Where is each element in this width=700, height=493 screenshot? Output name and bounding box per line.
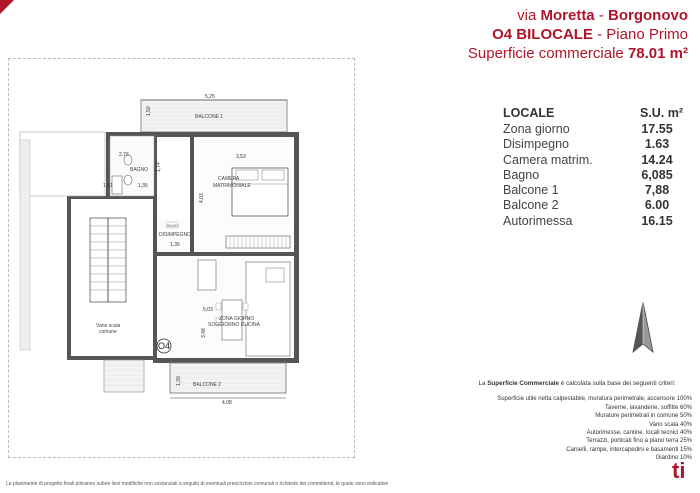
room-area: 6,085 [641,167,673,182]
col-room: LOCALE [503,106,555,120]
unit-code: O4 BILOCALE [492,26,593,43]
notes-line: Terrazzi, porticati fino a piano terra 25% [586,438,692,445]
address-town: Borgonovo [608,7,688,24]
brand-watermark: ti [672,458,686,483]
label-balcone-1: BALCONE 1 [195,114,224,120]
room-name: Balcone 2 [503,198,559,213]
disimpegno [157,218,191,252]
room-name: Disimpegno [503,137,570,152]
notes-line: Vano scala 40% [649,421,692,428]
notes-line: Giardino 10% [655,455,692,462]
dim-135a: 1,35 [138,183,148,189]
unit-sep: - [592,26,607,43]
vano-scala [71,199,153,356]
dim-348: 3,48 [201,328,207,338]
table-row [503,137,683,152]
dim-141: 1,41 [103,183,113,189]
notes-line: Murature perimetrali in comune 50% [595,413,692,420]
table-row [503,153,683,168]
address-street: Moretta [540,7,595,24]
room-area: 14.24 [641,152,673,167]
footer-disclaimer: Le planimetrie di progetto finali potranno subire lievi modifiche non sostanziali a seguito di eventuali prescrizioni comunali o richieste dei committenti, le quote sono indicative [6,481,389,487]
label-disimpegno: DISIMPEGNO [159,232,191,238]
dim-130: 1,30 [176,376,182,386]
unit-line [468,25,688,44]
room-name: Camera matrim. [503,152,593,167]
col-area: S.U. m² [639,106,683,120]
unit-floor: Piano Primo [606,26,688,43]
address-line [468,6,688,25]
notes-line: Taverne, lavanderie, soffitte 60% [605,404,692,411]
surface-notes [462,380,692,463]
surface-line [468,44,688,63]
table-row [503,183,683,198]
door-size-1: 80x210 [167,224,179,228]
table-row [503,198,683,213]
label-vano-scala-2: comune [99,329,117,335]
room-area: 1.63 [644,137,670,152]
dim-276: 2,76 [119,152,129,158]
balcone-2 [170,363,286,406]
room-area: 16.15 [641,213,673,228]
brand-corner-logo [0,0,14,14]
table-row [503,168,683,183]
dim-408: 4,08 [222,400,232,406]
room-name: Zona giorno [503,122,570,136]
room-name: Autorimessa [503,213,573,228]
notes-intro-post: è calcolata sulla base dei seguenti criteri: [558,380,676,387]
north-arrow-icon [628,300,658,360]
dim-503: 5,03 [203,307,213,313]
surface-label: Superficie commerciale [467,45,628,62]
notes-intro-pre: La [478,380,488,387]
dim-150-top: 1,50 [146,106,152,116]
label-balcone-2: BALCONE 2 [193,382,222,388]
label-bagno: BAGNO [130,167,149,173]
page-header [468,6,688,63]
table-row [503,214,683,229]
areas-table [503,106,683,229]
dim-174: 1,74 [156,162,162,172]
unit-badge: O4 [158,341,171,351]
label-camera-1: CAMERA [218,176,240,182]
table-row [503,122,683,137]
notes-line: Carselli, rampe, intercapedini e basamenti 15% [566,446,692,453]
label-camera-2: MATRIMONIALE [213,183,251,189]
notes-intro [462,380,692,388]
zona-giorno [157,256,294,358]
dim-135b: 1,35 [170,242,180,248]
bagno [103,136,162,196]
notes-line: Autorimesse, cantine, locali tecnici 40% [586,430,692,437]
dim-525: 5,25 [205,94,215,100]
label-zona-giorno-1: ZONA GIORNO [219,316,255,322]
room-name: Bagno [503,167,540,182]
left-balcony [104,360,144,392]
notes-intro-bold: Superficie Commerciale [487,380,559,387]
address-sep: - [594,7,608,24]
dim-403: 4,03 [199,193,205,203]
table-header [503,106,683,120]
label-vano-scala-1: Vano scala [96,323,121,329]
floor-plan [0,58,360,468]
label-zona-giorno-2: SOGGIORNO CUCINA [208,322,260,328]
room-name: Balcone 1 [503,183,559,198]
notes-line: Superficie utile netta calpestabile, muratura perimetrale, ascensore 100% [497,396,692,403]
room-area: 17.55 [641,122,673,136]
balcone-1 [141,94,287,132]
address-prefix: via [517,7,541,24]
room-area: 7,88 [644,183,670,198]
surface-value: 78.01 m² [627,45,688,62]
dim-353: 3,53 [236,154,246,160]
room-area: 6.00 [644,198,670,213]
